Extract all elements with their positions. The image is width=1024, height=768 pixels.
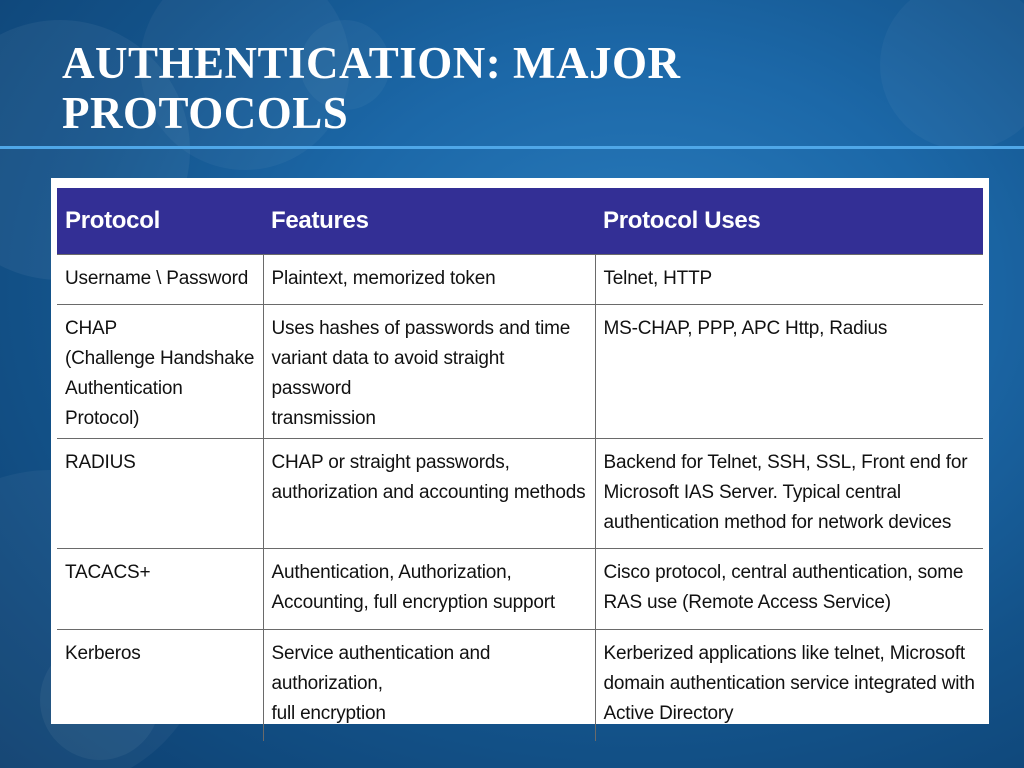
- table-row: [57, 549, 983, 630]
- cell-features: CHAP or straight passwords, authorization and accounting methods: [263, 439, 595, 549]
- cell-protocol: RADIUS: [57, 439, 263, 549]
- title-divider: [0, 146, 1024, 149]
- cell-features: Uses hashes of passwords and time variant data to avoid straight password transmission: [263, 305, 595, 439]
- table-row: [57, 439, 983, 549]
- cell-features: Plaintext, memorized token: [263, 255, 595, 305]
- header-protocol-uses: Protocol Uses: [595, 188, 983, 255]
- cell-uses: Backend for Telnet, SSH, SSL, Front end for Microsoft IAS Server. Typical central authentication method for network devices: [595, 439, 983, 549]
- cell-protocol: TACACS+: [57, 549, 263, 630]
- cell-features: Service authentication and authorization, full encryption: [263, 630, 595, 742]
- cell-protocol: Username \ Password: [57, 255, 263, 305]
- cell-uses: Telnet, HTTP: [595, 255, 983, 305]
- table-row: [57, 305, 983, 439]
- cell-uses: Kerberized applications like telnet, Microsoft domain authentication service integrated with Active Directory: [595, 630, 983, 742]
- table-row: [57, 255, 983, 305]
- slide-title: AUTHENTICATION: MAJOR PROTOCOLS: [62, 38, 681, 138]
- header-features: Features: [263, 188, 595, 255]
- table-row: [57, 630, 983, 742]
- table-header-row: [57, 188, 983, 255]
- header-protocol: Protocol: [57, 188, 263, 255]
- protocol-table: [57, 188, 983, 741]
- cell-protocol: CHAP (Challenge Handshake Authentication Protocol): [57, 305, 263, 439]
- cell-protocol: Kerberos: [57, 630, 263, 742]
- cell-features: Authentication, Authorization, Accounting, full encryption support: [263, 549, 595, 630]
- cell-uses: MS-CHAP, PPP, APC Http, Radius: [595, 305, 983, 439]
- table-panel: [51, 178, 989, 724]
- cell-uses: Cisco protocol, central authentication, some RAS use (Remote Access Service): [595, 549, 983, 630]
